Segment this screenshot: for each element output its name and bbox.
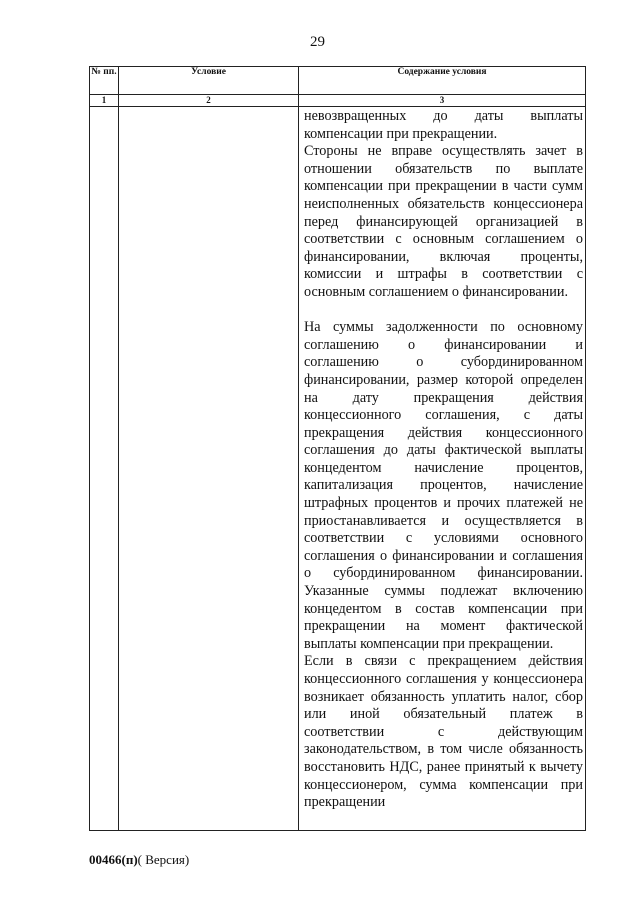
header-condition-content: Содержание условия <box>299 67 586 95</box>
condition-cell <box>119 107 299 831</box>
document-footer <box>89 852 189 868</box>
header-number: № пп. <box>90 67 119 95</box>
content-paragraph: невозвращенных до даты выплаты компенсации при прекращении. <box>304 108 583 142</box>
column-numbering-row <box>90 95 586 107</box>
column-number-3: 3 <box>299 95 586 107</box>
table-row <box>90 107 586 831</box>
conditions-table <box>89 66 586 831</box>
header-condition: Условие <box>119 67 299 95</box>
content-paragraph: На суммы задолженности по основному соглашению о финансировании и соглашению о субординированном финансировании, размер которой определен на дату прекращения действия концессионного соглашения, с даты прекращения действия концессионного соглашения до даты фактической выплаты концедентом начисление процентов, капитализация процентов, начисление штрафных процентов и прочих платежей не приостанавливается и осуществляется в соответствии с условиями основного соглашения о финансировании и соглашения о субординированном финансировании. Указанные суммы подлежат включению концедентом в состав компенсации при прекращении на момент фактической выплаты компенсации при прекращении. <box>304 319 583 652</box>
content-paragraph: Если в связи с прекращением действия концессионного соглашения у концессионера возникает обязанность уплатить налог, сбор или иной обязательный платеж в соответствии с действующим законодательством, в том числе обязанность восстановить НДС, ранее принятый к вычету концессионером, сумма компенсации при прекращении <box>304 653 583 811</box>
column-number-1: 1 <box>90 95 119 107</box>
document-code: 00466(п) <box>89 852 138 867</box>
document-version: ( Версия) <box>137 852 190 867</box>
page-number: 29 <box>310 34 325 50</box>
row-number-cell <box>90 107 119 831</box>
column-number-2: 2 <box>119 95 299 107</box>
content-paragraph: Стороны не вправе осуществлять зачет в отношении обязательств по выплате компенсации при прекращении в части сумм неисполненных обязательств концессионера перед финансирующей организацией в соответствии с основным соглашением о финансировании, включая проценты, комиссии и штрафы в соответствии с основным соглашением о финансировании. <box>304 143 583 300</box>
table-header-row <box>90 67 586 95</box>
condition-content-cell <box>299 107 586 831</box>
